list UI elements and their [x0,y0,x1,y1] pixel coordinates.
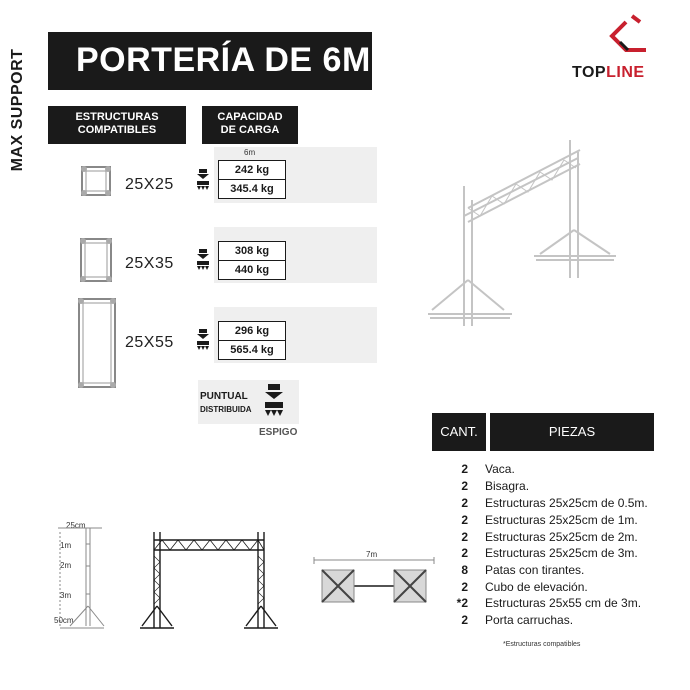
parts-desc: Estructuras 25x25cm de 0.5m. [485,496,648,510]
parts-row [440,462,690,479]
capacity-box-25x25 [218,160,286,199]
parts-column-header: PIEZAS [490,413,654,451]
parts-qty: 2 [461,479,468,493]
dim-label-1m: 1m [60,541,72,550]
legend-puntual: PUNTUAL [200,391,248,402]
dim-label-2m: 2m [60,561,72,570]
parts-desc: Vaca. [485,462,515,476]
plan-span-label: 7m [366,550,378,559]
logo-text [572,64,645,82]
parts-qty: 2 [461,546,468,560]
parts-row [440,546,690,563]
parts-desc: Estructuras 25x25cm de 3m. [485,546,638,560]
parts-row [440,530,690,547]
size-label-25x55: 25X55 [125,334,174,351]
legend-load-icons [264,384,284,418]
topline-logo [568,14,678,84]
load-icons [196,329,210,351]
parts-qty: 2 [461,496,468,510]
dim-label-bottom: 50cm [54,616,74,625]
logo-text-line: LINE [606,64,645,81]
point-load-25x35: 308 kg [234,245,270,257]
parts-desc: Estructuras 25x25cm de 2m. [485,530,638,544]
logo-text-top: TOP [572,64,607,81]
structures-header [48,106,186,144]
capacity-header-line2: DE CARGA [220,124,280,136]
parts-row [440,479,690,496]
parts-desc: Estructuras 25x55 cm de 3m. [485,596,642,610]
point-load-25x55: 296 kg [234,325,270,337]
page-title: PORTERÍA DE 6M [76,41,371,79]
load-icons [196,169,210,191]
structures-header-line2: COMPATIBLES [77,124,157,136]
truss-25x25-icon [80,165,112,197]
load-icons [196,249,210,271]
capacity-box-25x55 [218,321,286,360]
parts-row [440,513,690,530]
size-label-25x35: 25X35 [125,255,174,272]
side-elevation-drawing [56,522,106,634]
distributed-load-25x55: 565.4 kg [219,340,285,359]
parts-qty: *2 [456,596,468,610]
size-label-25x25: 25X25 [125,176,174,193]
parts-qty: 2 [461,530,468,544]
parts-row [440,580,690,597]
truss-25x35-icon [79,237,113,283]
parts-row [440,613,690,630]
point-load-25x25: 242 kg [234,164,270,176]
parts-desc: Estructuras 25x25cm de 1m. [485,513,638,527]
dim-label-top: 25cm [66,521,86,530]
span-label: 6m [244,148,256,157]
topline-logo-icon [568,14,678,64]
truss-25x55-icon [77,297,117,389]
qty-column-header: CANT. [432,413,486,451]
side-title-text: MAX SUPPORT [9,48,26,172]
parts-footnote: *Estructuras compatibles [503,641,581,648]
title-bar [48,32,372,90]
parts-qty: 2 [461,580,468,594]
parts-qty: 2 [461,513,468,527]
capacity-box-25x35 [218,241,286,280]
side-title [4,30,32,190]
dim-label-3m: 3m [60,591,72,600]
distributed-load-25x35: 440 kg [219,260,285,279]
distributed-load-25x25: 345.4 kg [219,179,285,198]
parts-row [440,596,690,613]
plan-view-drawing [310,556,438,612]
parts-qty: 8 [461,563,468,577]
goal-post-3d-illustration [420,130,620,350]
parts-qty: 2 [461,613,468,627]
parts-row [440,563,690,580]
legend-distribuida: DISTRIBUIDA [200,405,252,414]
parts-desc: Porta carruchas. [485,613,574,627]
parts-qty: 2 [461,462,468,476]
parts-desc: Bisagra. [485,479,530,493]
parts-desc: Cubo de elevación. [485,580,588,594]
parts-row [440,496,690,513]
legend-espigo: ESPIGO [259,427,298,438]
front-elevation-drawing [138,526,284,638]
capacity-header [202,106,298,144]
parts-desc: Patas con tirantes. [485,563,585,577]
capacity-header-line1: CAPACIDAD [217,111,283,123]
structures-header-line1: ESTRUCTURAS [75,111,159,123]
